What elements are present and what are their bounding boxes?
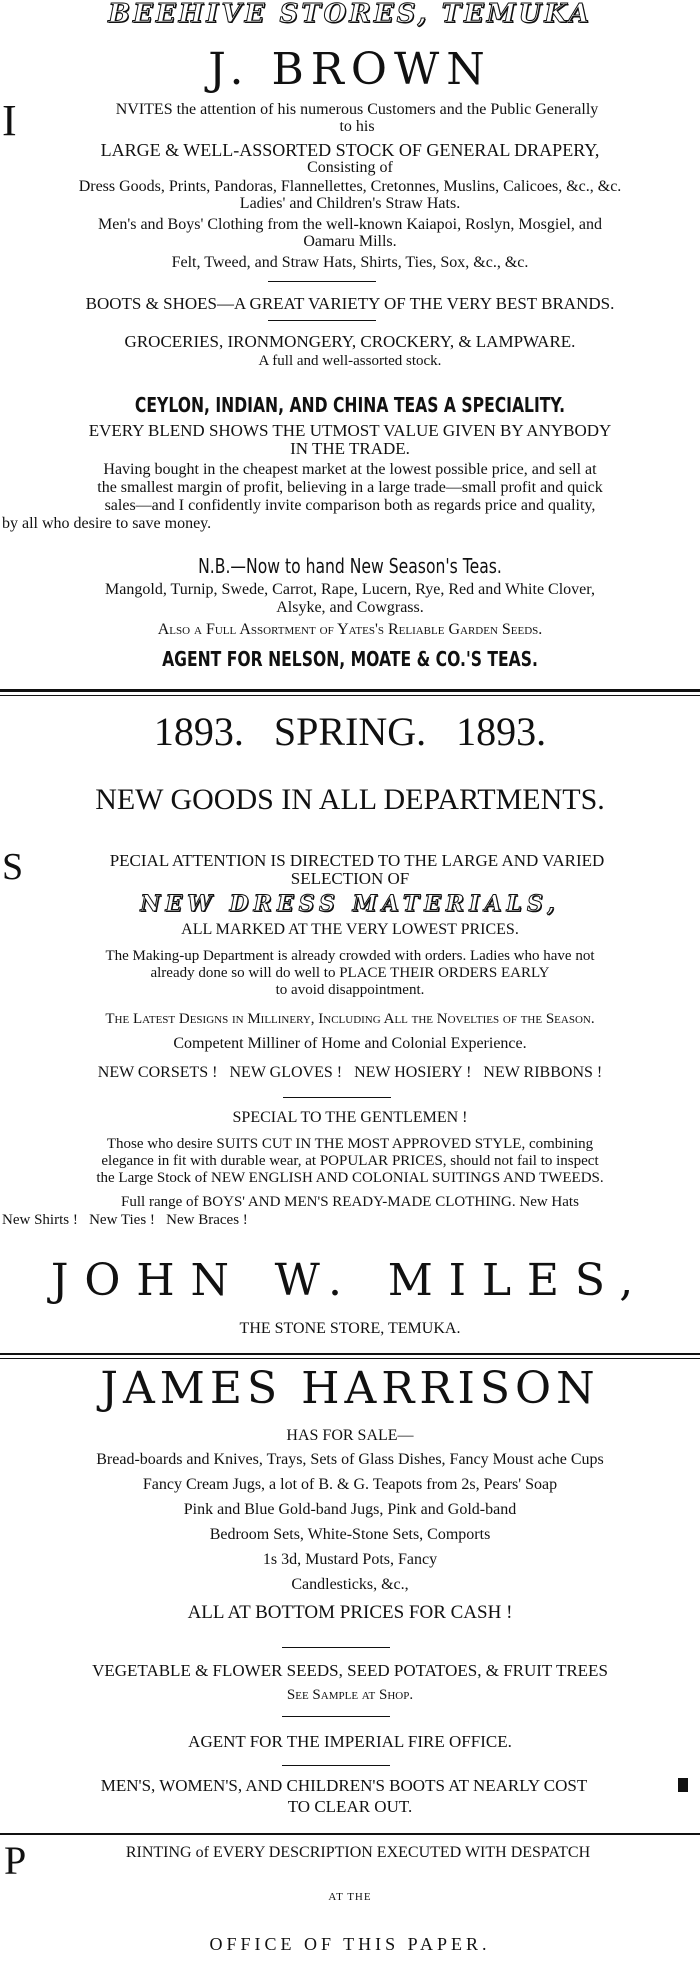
office-line: OFFICE OF THIS PAPER. [209,1934,491,1954]
hats-line: Felt, Tweed, and Straw Hats, Shirts, Ties, Sox, &c., &c. [171,254,529,271]
consisting-line: Consisting of [307,159,393,176]
seeds-line: Alsyke, and Cowgrass. [276,599,424,616]
merchant-name: JAMES HARRISON [100,1363,600,1414]
clear-out-line: TO CLEAR OUT. [287,1797,413,1816]
stock-note: A full and well-assorted stock. [258,353,442,369]
drop-cap: I [2,96,17,145]
nb-line: N.B.—Now to hand New Season's Teas. [198,554,502,578]
garden-seeds-line: Also a Full Assortment of Yates's Reliable Garden Seeds. [157,621,543,638]
suits-line: Those who desire SUITS CUT IN THE MOST APPROVED STYLE, combining [106,1136,594,1152]
sale-item-line: Pink and Blue Gold-band Jugs, Pink and Gold-band [183,1501,517,1518]
ink-blot [678,1778,688,1792]
sale-item-line: Bread-boards and Knives, Trays, Sets of Glass Dishes, Fancy Moust ache Cups [96,1451,604,1468]
milliner-line: Competent Milliner of Home and Colonial Experience. [173,1035,527,1052]
divider [282,1716,390,1717]
merchant-name: JOHN W. MILES, [50,1255,650,1306]
invites-line: to his [339,118,375,135]
agent-line: AGENT FOR THE IMPERIAL FIRE OFFICE. [188,1732,512,1751]
sale-item-line: Fancy Cream Jugs, a lot of B. & G. Teapots from 2s, Pears' Soap [142,1476,558,1493]
divider [282,1765,390,1766]
dress-materials-heading: NEW DRESS MATERIALS, [140,891,560,917]
millinery-line: The Latest Designs in Millinery, Including All the Novelties of the Season. [105,1011,595,1027]
value-paragraph-line: by all who desire to save money. [2,515,212,532]
making-up-line: already done so will do well to PLACE THEIR ORDERS EARLY [150,965,550,981]
value-paragraph-line: sales—and I confidently invite comparison both as regards price and quality, [104,497,596,514]
goods-line: Dress Goods, Prints, Pandoras, Flannellettes, Cretonnes, Muslins, Calicoes, &c., &c. [78,178,622,195]
goods-line: Ladies' and Children's Straw Hats. [239,195,461,212]
clothing-line: Men's and Boys' Clothing from the well-known Kaiapoi, Roslyn, Mosgiel, and [98,216,602,233]
section-rule [0,1353,700,1355]
value-paragraph-line: the smallest margin of profit, believing in a large trade—small profit and quick [97,479,603,496]
suits-line: the Large Stock of NEW ENGLISH AND COLONIAL SUITINGS AND TWEEDS. [96,1170,604,1186]
divider [268,281,376,282]
store-address: THE STONE STORE, TEMUKA. [239,1320,461,1337]
divider [282,1647,390,1648]
agent-line: AGENT FOR NELSON, MOATE & CO.'S TEAS. [162,647,538,671]
ready-made-line: Full range of BOYS' AND MEN'S READY-MADE CLOTHING. New Hats [121,1194,579,1210]
at-the-line: AT THE [328,1891,372,1903]
boots-line: BOOTS & SHOES—A GREAT VARIETY OF THE VERY BEST BRANDS. [85,294,615,313]
clothing-line: Oamaru Mills. [303,233,397,250]
divider [283,1097,391,1098]
section-rule [0,689,700,692]
teas-heading: CEYLON, INDIAN, AND CHINA TEAS A SPECIALITY. [134,393,566,417]
printing-line: RINTING of EVERY DESCRIPTION EXECUTED WITH DESPATCH [125,1844,591,1861]
groceries-line: GROCERIES, IRONMONGERY, CROCKERY, & LAMPWARE. [124,332,576,351]
gentlemen-heading: SPECIAL TO THE GENTLEMEN ! [232,1109,468,1126]
ready-made-line: New Shirts ! New Ties ! New Braces ! [2,1212,248,1228]
sample-line: See Sample at Shop. [286,1687,414,1703]
sale-item-line: Candlesticks, &c., [291,1576,409,1593]
marked-line: ALL MARKED AT THE VERY LOWEST PRICES. [181,921,519,938]
special-attention-line: SELECTION OF [290,869,410,888]
drop-cap: P [4,1838,27,1883]
sale-item-line: 1s 3d, Mustard Pots, Fancy [262,1551,438,1568]
special-attention-line: PECIAL ATTENTION IS DIRECTED TO THE LARGE AND VARIED [109,851,605,870]
value-paragraph-line: Having bought in the cheapest market at the lowest possible price, and sell at [103,461,597,478]
seeds-line: VEGETABLE & FLOWER SEEDS, SEED POTATOES, & FRUIT TREES [92,1661,608,1680]
sale-item-line: Bedroom Sets, White-Stone Sets, Comports [209,1526,491,1543]
merchant-name: J. BROWN [208,44,492,95]
new-goods-heading: NEW GOODS IN ALL DEPARTMENTS. [95,783,605,816]
spring-heading: 1893. SPRING. 1893. [153,709,547,754]
boots-line: MEN'S, WOMEN'S, AND CHILDREN'S BOOTS AT NEARLY COST [100,1776,588,1795]
blend-line: IN THE TRADE. [290,439,410,458]
drop-cap: S [2,846,24,888]
for-sale-line: HAS FOR SALE— [286,1427,414,1444]
section-rule [0,1358,700,1359]
section-rule [0,1833,700,1835]
new-items-line: NEW CORSETS ! NEW GLOVES ! NEW HOSIERY ! NEW RIBBONS ! [97,1064,603,1081]
store-header: BEEHIVE STORES, TEMUKA [108,0,592,29]
suits-line: elegance in fit with durable wear, at POPULAR PRICES, should not fail to inspect [101,1153,599,1169]
seeds-line: Mangold, Turnip, Swede, Carrot, Rape, Lucern, Rye, Red and White Clover, [105,581,595,598]
stock-line: LARGE & WELL-ASSORTED STOCK OF GENERAL DRAPERY, [100,140,600,160]
making-up-line: The Making-up Department is already crowded with orders. Ladies who have not [105,948,595,964]
bottom-prices-line: ALL AT BOTTOM PRICES FOR CASH ! [187,1602,513,1623]
section-rule [0,695,700,696]
making-up-line: to avoid disappointment. [275,982,425,998]
blend-line: EVERY BLEND SHOWS THE UTMOST VALUE GIVEN BY ANYBODY [88,421,612,440]
invites-line: NVITES the attention of his numerous Customers and the Public Generally [115,101,599,118]
divider [268,320,376,321]
